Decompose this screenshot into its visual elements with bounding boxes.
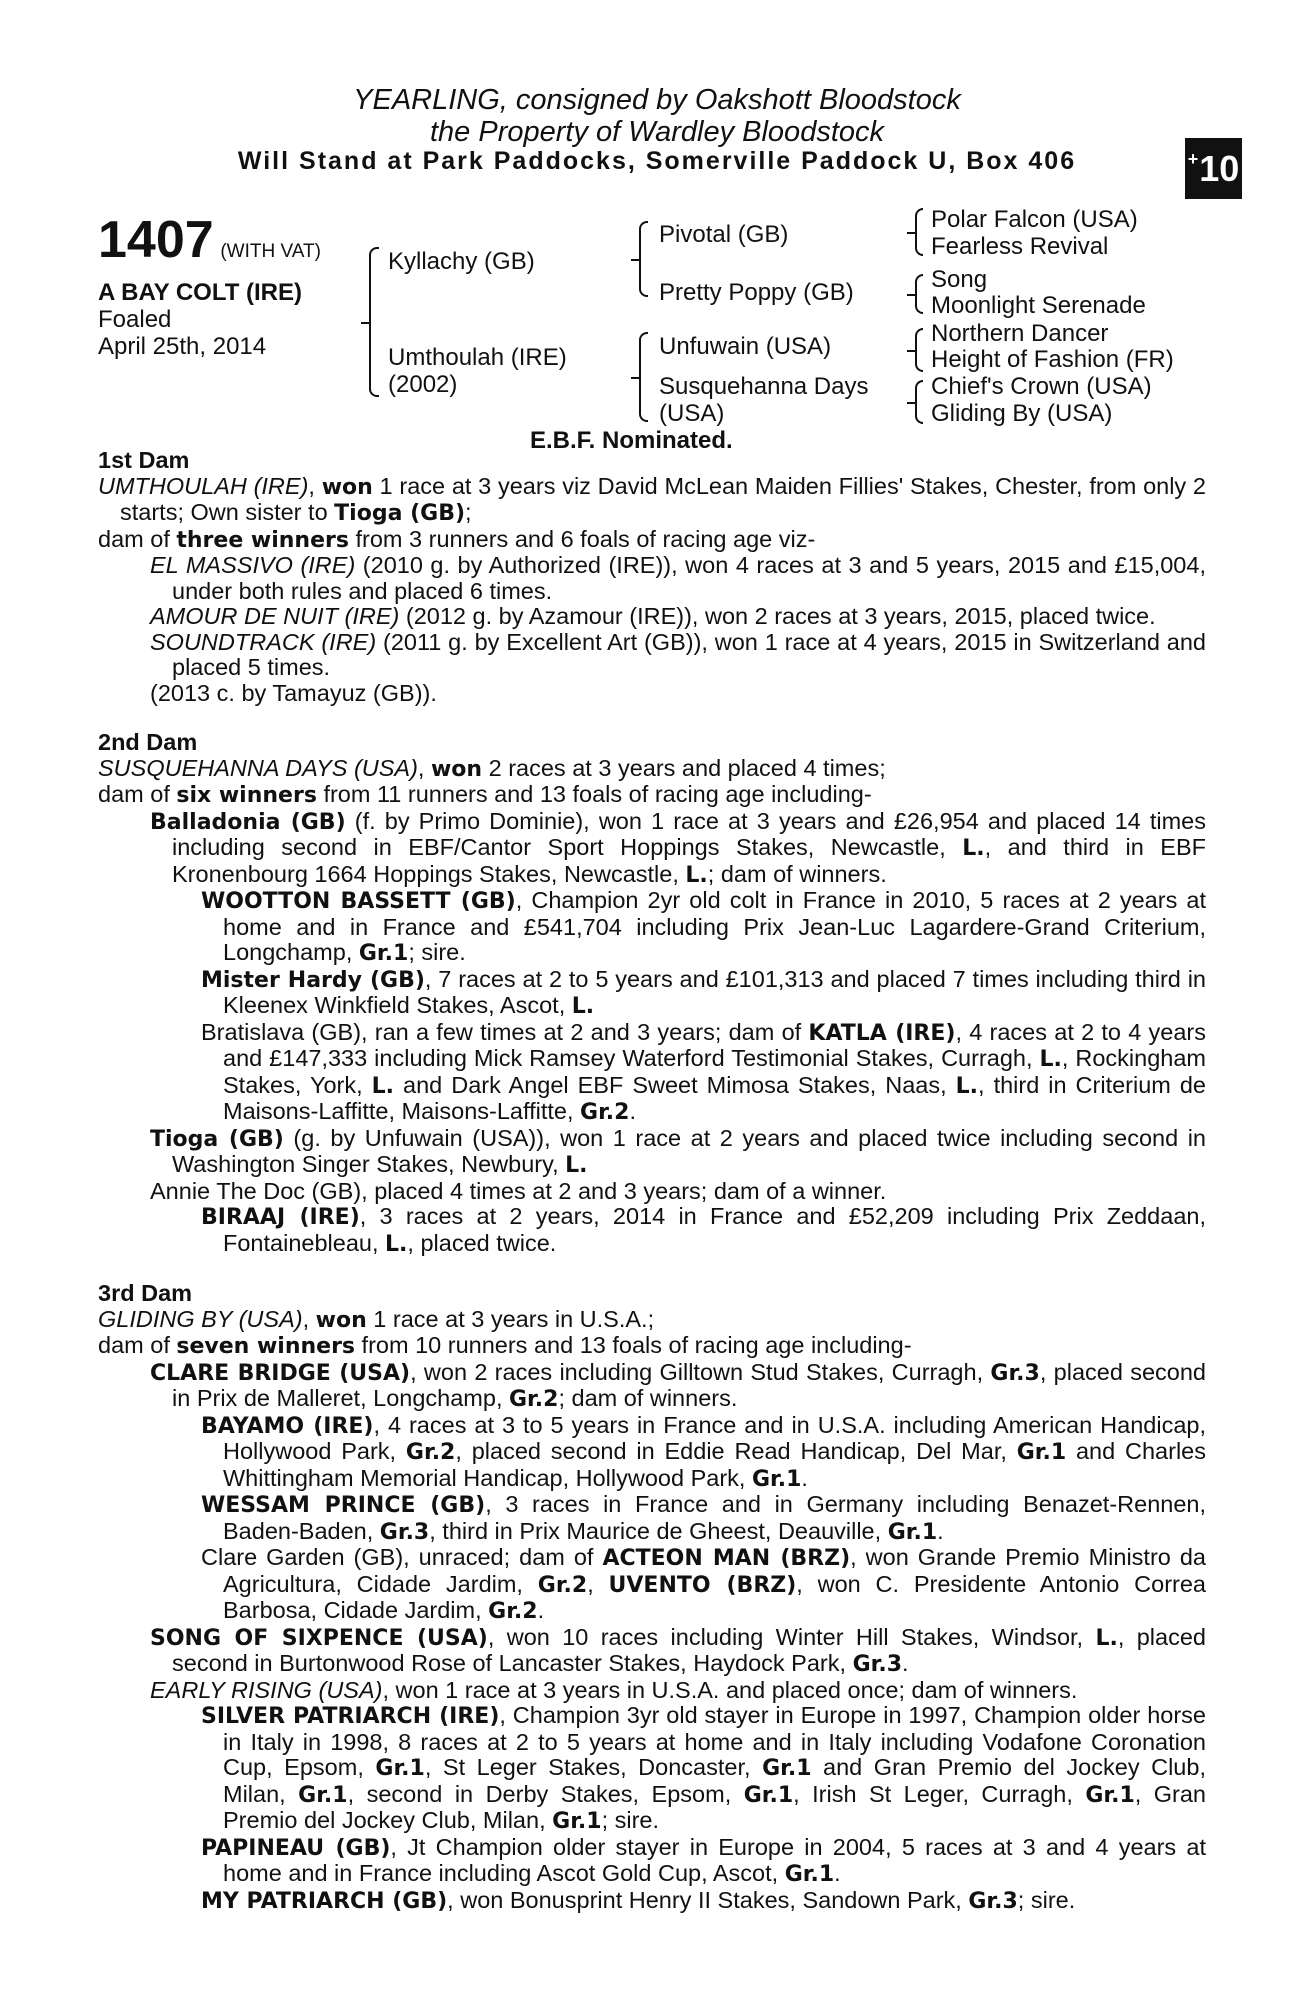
pedigree-sdd: Moonlight Serenade (931, 292, 1146, 319)
annie-the-doc-entry: Annie The Doc (GB), placed 4 times at 2 and 3 years; dam of a winner. (150, 1177, 887, 1204)
pedigree-dam-year: (2002) (388, 371, 458, 398)
silver-patriarch-entry: SILVER PATRIARCH (IRE), Champion 3yr old stayer in Europe in 1997, Champion older horse in Italy in 1998, 8 races at 2 to 5 years at home and in Italy including Vodafone Coronation Cup, Epsom, Gr.1, St Leger Stakes, Doncaster, Gr.1 and Gran Premio del Jockey Club, Milan, Gr.1, second in Derby Stakes, Epsom, Gr.1, Irish St Leger, Curragh, Gr.1, Gran Premio del Jockey Club, Milan, Gr.1; sire. (201, 1702, 1206, 1834)
mister-hardy-entry: Mister Hardy (GB), 7 races at 2 to 5 years and £101,313 and placed 7 times including third in Kleenex Winkfield Stakes, Ascot, L. (201, 965, 1206, 1019)
pedigree-brace-4b (915, 274, 923, 314)
header-consignor: YEARLING, consigned by Oakshott Bloodstock (353, 84, 961, 116)
my-patriarch-entry: MY PATRIARCH (GB), won Bonusprint Henry II Stakes, Sandown Park, Gr.3; sire. (201, 1886, 1076, 1914)
pedigree-brace-main (369, 247, 379, 397)
pedigree-dam-dam: Susquehanna Days (659, 373, 869, 400)
biraaj-entry: BIRAAJ (IRE), 3 races at 2 years, 2014 in France and £52,209 including Prix Zeddaan, Fontainebleau, L., placed twice. (201, 1203, 1206, 1257)
third-dam-produce-summary: dam of seven winners from 10 runners and 13 foals of racing age including- (98, 1332, 912, 1359)
clare-garden-entry: Clare Garden (GB), unraced; dam of ACTEON MAN (BRZ), won Grande Premio Ministro da Agricultura, Cidade Jardim, Gr.2, UVENTO (BRZ), won C. Presidente Antonio Correa Barbosa, Cidade Jardim, Gr.2. (201, 1544, 1206, 1624)
pedigree-sire: Kyllachy (GB) (388, 248, 535, 275)
second-dam-intro: SUSQUEHANNA DAYS (USA), won 2 races at 3 years and placed 4 times; (98, 754, 886, 782)
second-dam-produce-summary: dam of six winners from 11 runners and 13 foals of racing age including- (98, 781, 872, 808)
first-dam-intro: UMTHOULAH (IRE), won 1 race at 3 years viz David McLean Maiden Fillies' Stakes, Chester, from only 2 starts; Own sister to Tioga (GB); (98, 472, 1206, 526)
bratislava-entry: Bratislava (GB), ran a few times at 2 and 3 years; dam of KATLA (IRE), 4 races at 2 to 4 years and £147,333 including Mick Ramsey Waterford Testimonial Stakes, Curragh, L., Rockingham Stakes, York, L. and Dark Angel EBF Sweet Mimosa Stakes, Naas, L., third in Criterium de Maisons-Laffitte, Maisons-Laffitte, Gr.2. (201, 1018, 1207, 1125)
first-dam-progeny: AMOUR DE NUIT (IRE) (2012 g. by Azamour (IRE)), won 2 races at 3 years, 2015, placed twice. (150, 603, 1156, 629)
pedigree-dam-dam-origin: (USA) (659, 400, 725, 427)
pedigree-brace-4c (915, 328, 923, 372)
pedigree-sss: Polar Falcon (USA) (931, 206, 1138, 233)
pedigree-sire-sire: Pivotal (GB) (659, 221, 789, 248)
early-rising-entry: EARLY RISING (USA), won 1 race at 3 years in U.S.A. and placed once; dam of winners. (150, 1676, 1078, 1703)
third-dam-intro: GLIDING BY (USA), won 1 race at 3 years in U.S.A.; (98, 1305, 655, 1333)
badge-icon: + 10 (1185, 138, 1242, 199)
header-stand: Will Stand at Park Paddocks, Somerville Paddock U, Box 406 (237, 147, 1077, 175)
foaled-date: April 25th, 2014 (98, 333, 267, 360)
pedigree-dam: Umthoulah (IRE) (388, 344, 567, 371)
third-dam-heading: 3rd Dam (98, 1280, 193, 1306)
pedigree-dam-sire: Unfuwain (USA) (659, 333, 832, 360)
pedigree-sds: Song (931, 266, 988, 293)
pedigree-brace-dam (639, 332, 648, 422)
first-dam-produce-summary: dam of three winners from 3 runners and 6 foals of racing age viz- (98, 525, 816, 553)
first-dam-progeny: SOUNDTRACK (IRE) (2011 g. by Excellent Art (GB)), won 1 race at 4 years, 2015 in Switzerland and placed 5 times. (150, 628, 1207, 680)
tioga-entry: Tioga (GB) (g. by Unfuwain (USA)), won 1 race at 2 years and placed twice including second in Washington Singer Stakes, Newbury, L. (150, 1124, 1206, 1178)
bayamo-entry: BAYAMO (IRE), 4 races at 3 to 5 years in France and in U.S.A. including American Handicap, Hollywood Park, Gr.2, placed second in Eddie Read Handicap, Del Mar, Gr.1 and Charles Whittingham Memorial Handicap, Hollywood Park, Gr.1. (201, 1411, 1206, 1492)
lot-vat: (WITH VAT) (220, 241, 321, 262)
lot-number: 1407 (98, 211, 214, 269)
pedigree-brace-4d (915, 380, 923, 424)
clare-bridge-entry: CLARE BRIDGE (USA), won 2 races including Gilltown Stud Stakes, Curragh, Gr.3, placed second in Prix de Malleret, Longchamp, Gr.2; dam of winners. (150, 1358, 1206, 1412)
wessam-prince-entry: WESSAM PRINCE (GB), 3 races in France and in Germany including Benazet-Rennen, Baden-Baden, Gr.3, third in Prix Maurice de Gheest, Deauville, Gr.1. (201, 1491, 1207, 1545)
ebf-nominated: E.B.F. Nominated. (530, 427, 733, 454)
catalogue-body (98, 448, 1206, 1914)
second-dam-heading: 2nd Dam (98, 729, 198, 755)
first-dam-progeny: EL MASSIVO (IRE) (2010 g. by Authorized (IRE)), won 4 races at 3 and 5 years, 2015 and £15,004, under both rules and placed 6 times. (150, 552, 1206, 604)
foaled-label: Foaled (98, 306, 172, 333)
pedigree-dss: Northern Dancer (931, 320, 1109, 347)
pedigree-ddd: Gliding By (USA) (931, 400, 1113, 427)
pedigree-sire-dam: Pretty Poppy (GB) (659, 279, 854, 306)
lot-number-line (98, 212, 321, 268)
header-property: the Property of Wardley Bloodstock (429, 116, 885, 148)
first-dam-progeny: (2013 c. by Tamayuz (GB)). (150, 679, 437, 706)
wootton-bassett-entry: WOOTTON BASSETT (GB), Champion 2yr old colt in France in 2010, 5 races at 2 years at home and in France and £541,704 including Prix Jean-Luc Lagardere-Grand Criterium, Longchamp, Gr.1; sire. (201, 887, 1207, 966)
first-dam-heading: 1st Dam (98, 447, 190, 473)
balladonia-entry: Balladonia (GB) (f. by Primo Dominie), won 1 race at 3 years and £26,954 and placed 14 times including second in EBF/Cantor Sport Hoppings Stakes, Newcastle, L., and third in EBF Kronenbourg 1664 Hoppings Stakes, Newcastle, L.; dam of winners. (150, 807, 1206, 888)
pedigree-brace-4a (915, 208, 923, 256)
song-of-sixpence-entry: SONG OF SIXPENCE (USA), won 10 races including Winter Hill Stakes, Windsor, L., placed second in Burtonwood Rose of Lancaster Stakes, Haydock Park, Gr.3. (150, 1623, 1206, 1677)
pedigree-dds: Chief's Crown (USA) (931, 373, 1152, 400)
pedigree-brace-sire (639, 221, 648, 297)
papineau-entry: PAPINEAU (GB), Jt Champion older stayer in Europe in 2004, 5 races at 3 and 4 years at home and in France including Ascot Gold Cup, Ascot, Gr.1. (201, 1833, 1206, 1887)
pedigree-dsd: Height of Fashion (FR) (931, 346, 1174, 373)
pedigree-ssd: Fearless Revival (931, 233, 1109, 260)
lot-name: A BAY COLT (IRE) (98, 279, 303, 306)
